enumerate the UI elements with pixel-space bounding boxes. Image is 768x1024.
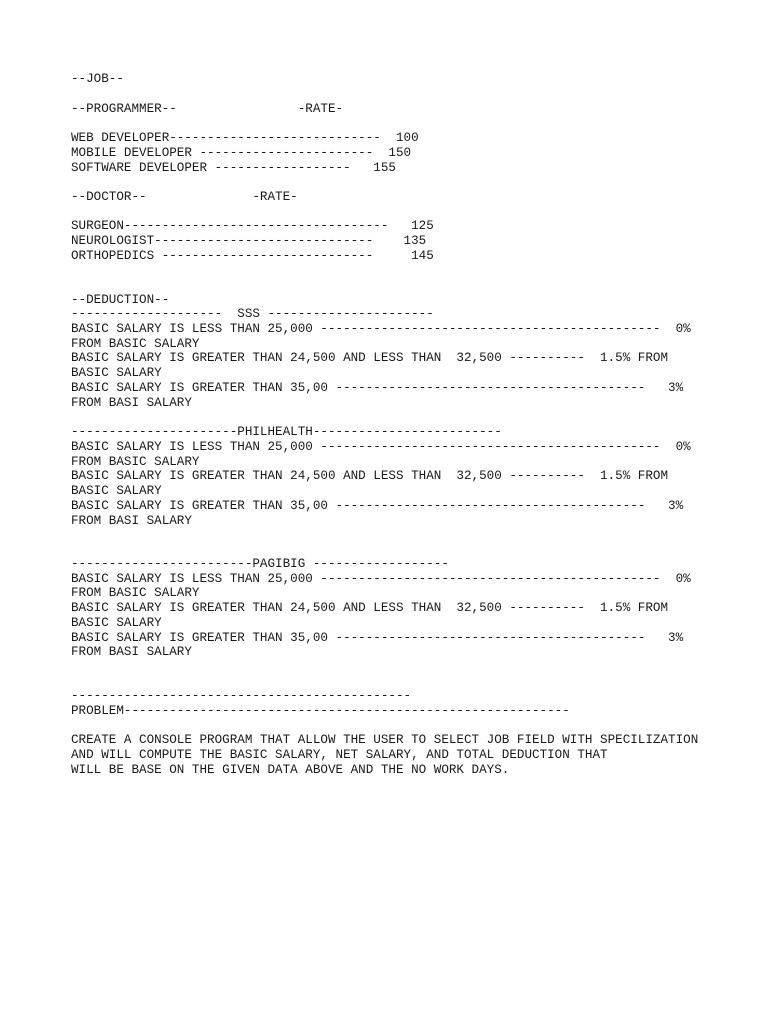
philhealth-header: ----------------------PHILHEALTH------------------------- bbox=[71, 425, 502, 439]
sss-line: BASIC SALARY IS GREATER THAN 24,500 AND LESS THAN 32,500 ---------- 1.5% FROM bbox=[71, 351, 669, 365]
problem-text-line: CREATE A CONSOLE PROGRAM THAT ALLOW THE USER TO SELECT JOB FIELD WITH SPECILIZATION bbox=[71, 733, 699, 747]
problem-heading: PROBLEM----------------------------------------------------------- bbox=[71, 704, 570, 718]
problem-text-line: AND WILL COMPUTE THE BASIC SALARY, NET SALARY, AND TOTAL DEDUCTION THAT bbox=[71, 748, 608, 762]
sss-line: BASIC SALARY IS GREATER THAN 35,00 ----------------------------------------- 3% bbox=[71, 381, 684, 395]
doctor-rate-row: ORTHOPEDICS ---------------------------- 145 bbox=[71, 249, 434, 263]
philhealth-line: FROM BASI SALARY bbox=[71, 514, 192, 528]
sss-header: -------------------- SSS ---------------------- bbox=[71, 307, 434, 321]
pagibig-line: BASIC SALARY IS GREATER THAN 24,500 AND LESS THAN 32,500 ---------- 1.5% FROM bbox=[71, 601, 669, 615]
pagibig-line: BASIC SALARY IS LESS THAN 25,000 --------------------------------------------- 0% bbox=[71, 572, 691, 586]
programmer-rate-row: SOFTWARE DEVELOPER ------------------ 155 bbox=[71, 161, 396, 175]
philhealth-line: BASIC SALARY bbox=[71, 484, 162, 498]
philhealth-line: BASIC SALARY IS LESS THAN 25,000 --------------------------------------------- 0% bbox=[71, 440, 691, 454]
pagibig-header: ------------------------PAGIBIG ------------------ bbox=[71, 557, 449, 571]
programmer-rate-row: MOBILE DEVELOPER ----------------------- 150 bbox=[71, 146, 412, 160]
sss-line: FROM BASIC SALARY bbox=[71, 337, 200, 351]
pagibig-line: BASIC SALARY IS GREATER THAN 35,00 ----------------------------------------- 3% bbox=[71, 631, 684, 645]
deduction-heading: --DEDUCTION-- bbox=[71, 293, 170, 307]
doctor-heading: --DOCTOR-- -RATE- bbox=[71, 190, 298, 204]
doctor-rate-row: NEUROLOGIST----------------------------- 135 bbox=[71, 234, 427, 248]
problem-text-line: WILL BE BASE ON THE GIVEN DATA ABOVE AND THE NO WORK DAYS. bbox=[71, 763, 510, 777]
pagibig-line: FROM BASIC SALARY bbox=[71, 586, 200, 600]
pagibig-line: BASIC SALARY bbox=[71, 616, 162, 630]
pagibig-line: FROM BASI SALARY bbox=[71, 645, 192, 659]
sss-line: FROM BASI SALARY bbox=[71, 396, 192, 410]
philhealth-line: BASIC SALARY IS GREATER THAN 24,500 AND LESS THAN 32,500 ---------- 1.5% FROM bbox=[71, 469, 669, 483]
job-heading: --JOB-- bbox=[71, 72, 124, 86]
philhealth-line: BASIC SALARY IS GREATER THAN 35,00 ----------------------------------------- 3% bbox=[71, 499, 684, 513]
programmer-rate-row: WEB DEVELOPER---------------------------- 100 bbox=[71, 131, 419, 145]
philhealth-line: FROM BASIC SALARY bbox=[71, 455, 200, 469]
programmer-heading: --PROGRAMMER-- -RATE- bbox=[71, 102, 344, 116]
doctor-rate-row: SURGEON----------------------------------- 125 bbox=[71, 219, 434, 233]
problem-separator: --------------------------------------------- bbox=[71, 689, 412, 703]
sss-line: BASIC SALARY bbox=[71, 366, 162, 380]
sss-line: BASIC SALARY IS LESS THAN 25,000 --------------------------------------------- 0% bbox=[71, 322, 691, 336]
